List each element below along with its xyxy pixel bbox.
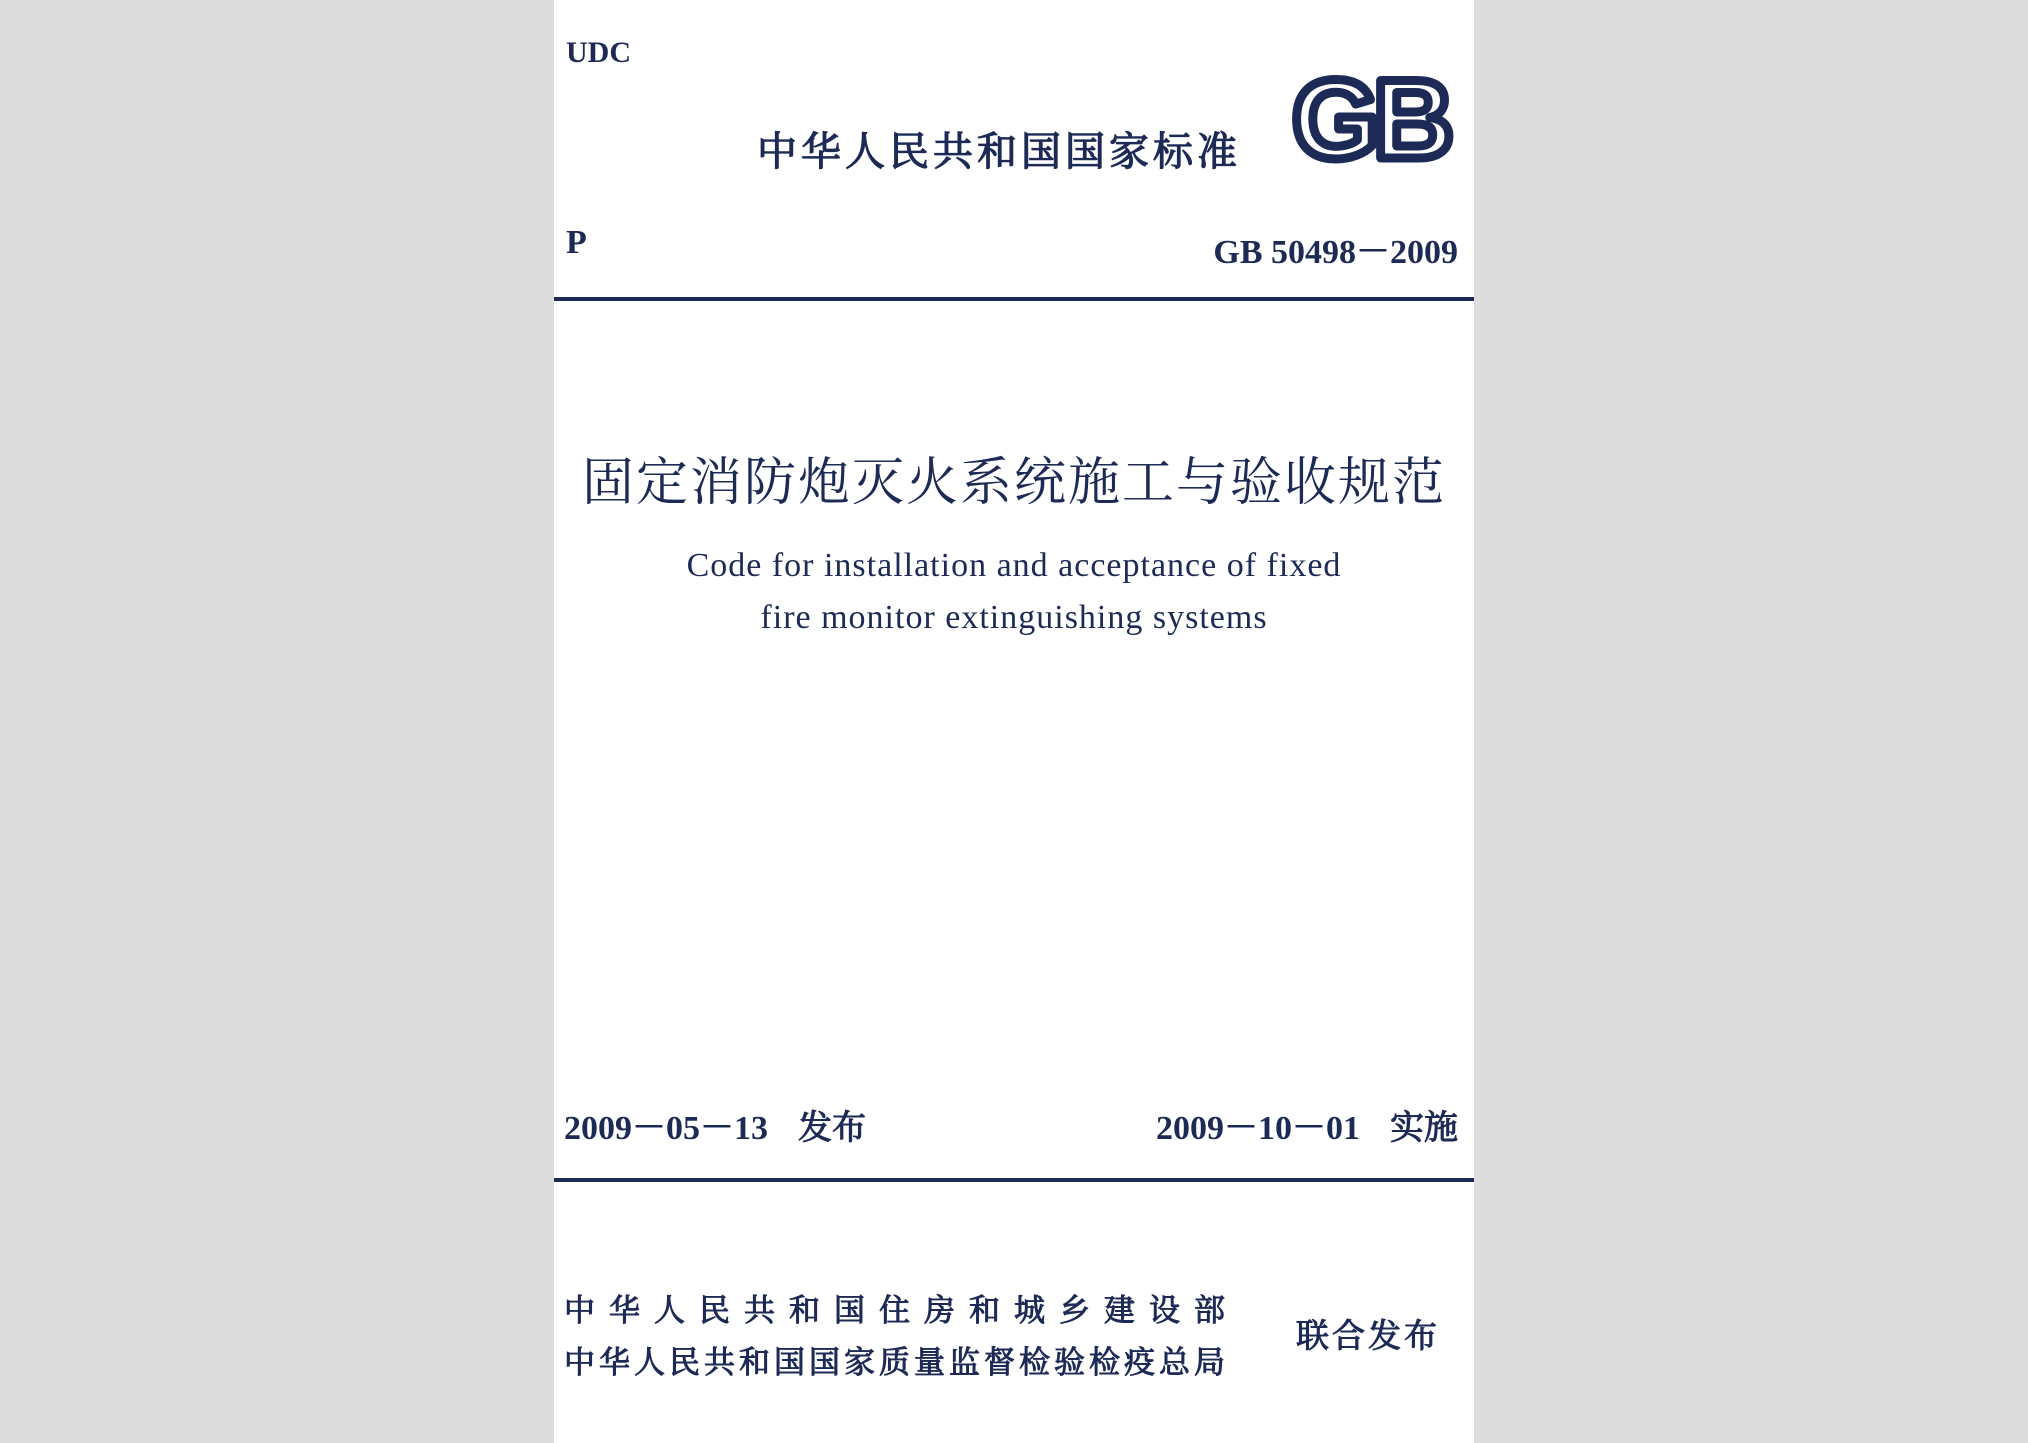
effective-date-block [1156,1100,1458,1149]
issue-label: 发布 [798,1108,866,1148]
issue-date-block [564,1100,866,1149]
title-english-line2: fire monitor extinguishing systems [760,599,1268,636]
standard-code: GB 50498－2009 [1213,234,1458,271]
gb-logo [1280,70,1460,170]
classification-code: P [566,224,587,261]
gb-logo-icon [1280,70,1460,170]
bottom-rule [554,1178,1474,1182]
issuer-ministry: 中华人民共和国住房和城乡建设部 [564,1293,1239,1329]
joint-issue-label: 联合发布 [1296,1316,1440,1355]
title-english [554,540,1474,644]
title-chinese: 固定消防炮灭火系统施工与验收规范 [581,453,1446,513]
document-page [554,0,1474,1443]
effective-date: 2009－10－01 [1156,1110,1360,1147]
standard-name: 中华人民共和国国家标准 [757,129,1241,175]
title-english-line1: Code for installation and acceptance of fixed [686,547,1342,584]
top-rule [554,297,1474,301]
gb-logo-text: GB [1292,70,1448,170]
issue-date: 2009－05－13 [564,1110,768,1147]
effective-label: 实施 [1390,1108,1458,1148]
udc-label: UDC [566,36,631,69]
issuer-aqsiq: 中华人民共和国国家质量监督检验检疫总局 [564,1345,1229,1381]
